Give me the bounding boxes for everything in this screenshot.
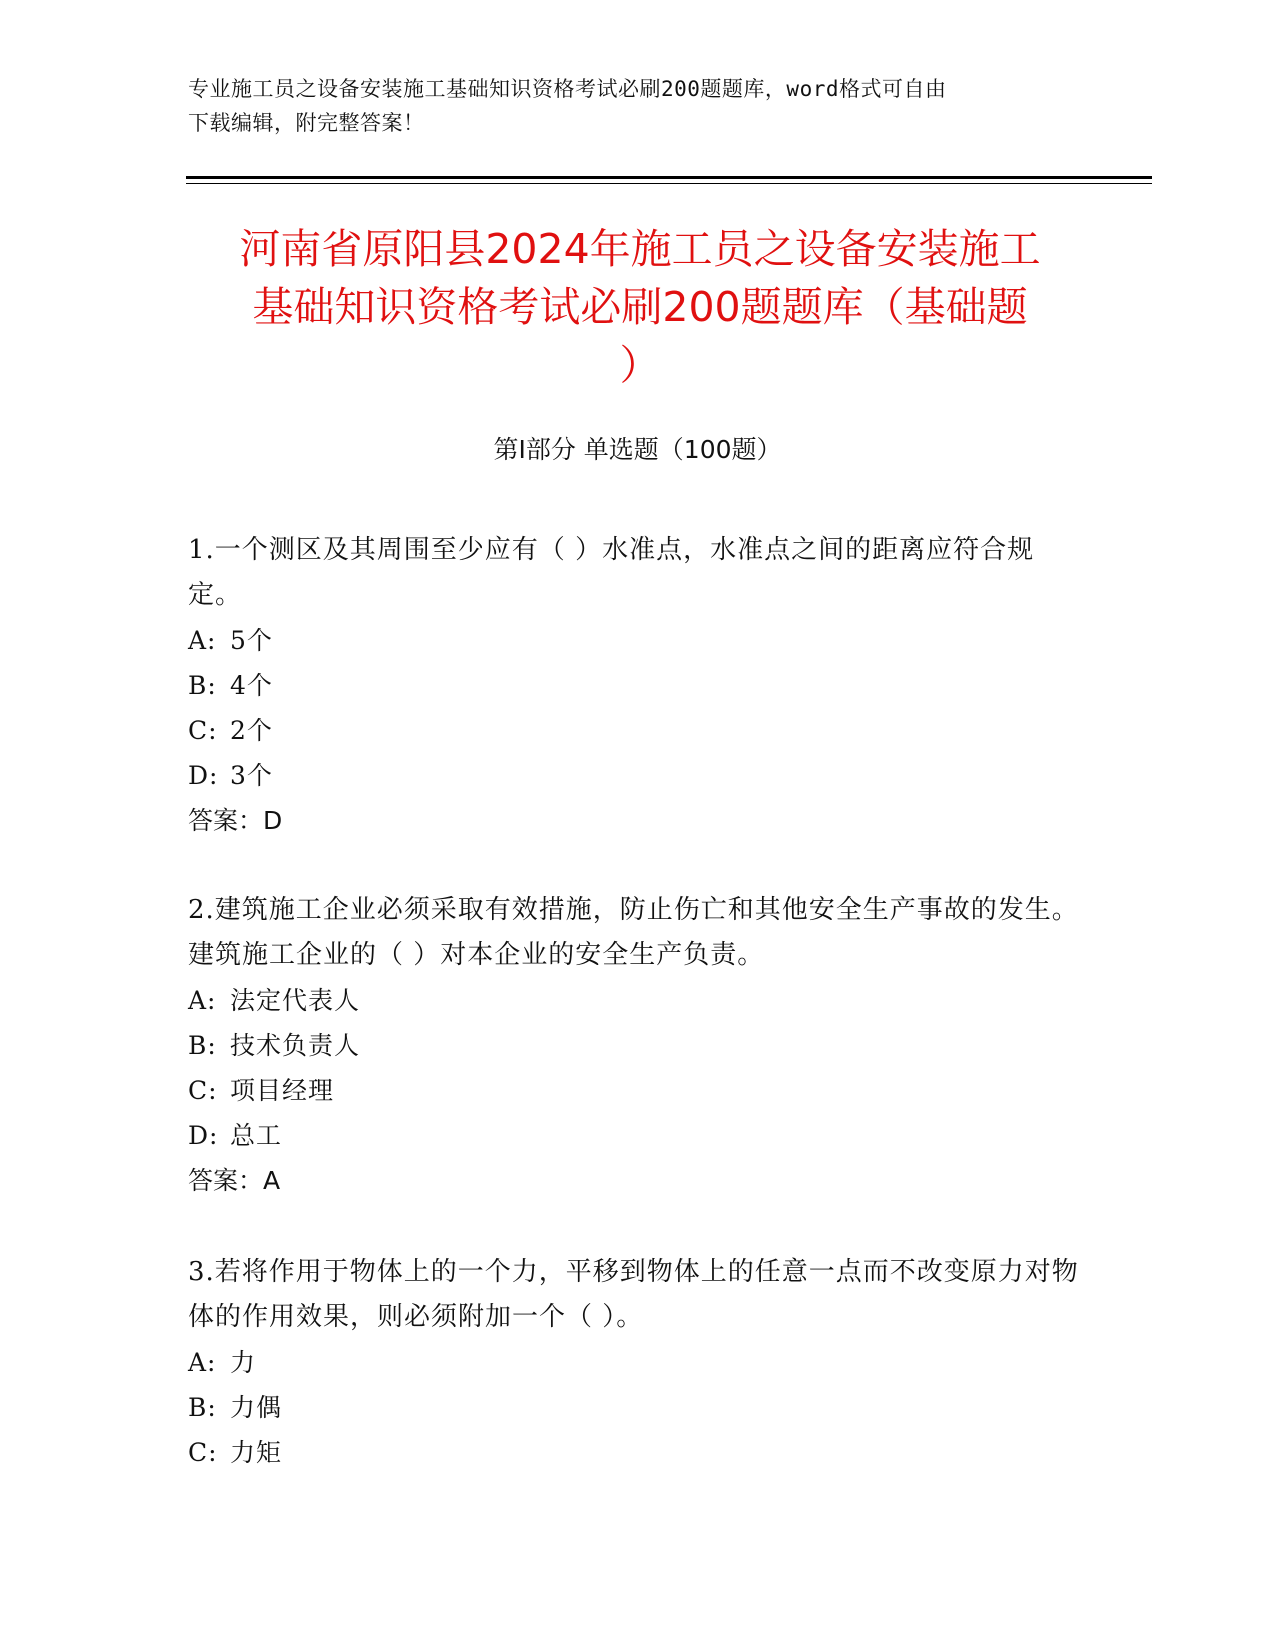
header-note-line-2: 下载编辑，附完整答案！ [188, 111, 425, 135]
title-line-2: 基础知识资格考试必刷200题题库（基础题 [252, 283, 1028, 331]
option-key: D: [188, 761, 219, 790]
question-1 [188, 528, 1088, 843]
document-title [180, 220, 1100, 394]
option-text: 4个 [230, 671, 273, 700]
option-text: 力偶 [230, 1393, 283, 1422]
option-text: 2个 [230, 716, 273, 745]
option-c [188, 1068, 1088, 1113]
option-text: 力矩 [230, 1438, 283, 1467]
option-key: B: [188, 671, 217, 700]
option-text: 总工 [230, 1121, 283, 1150]
option-key: A: [188, 986, 217, 1015]
header-note [188, 72, 1088, 140]
option-text: 5个 [230, 626, 273, 655]
option-key: A: [188, 626, 217, 655]
option-key: B: [188, 1031, 217, 1060]
option-a [188, 618, 1088, 663]
option-b [188, 663, 1088, 708]
answer: 答案：D [188, 806, 283, 835]
header-divider-thin [186, 183, 1152, 184]
option-key: C: [188, 1438, 218, 1467]
option-text: 法定代表人 [230, 986, 361, 1015]
option-d [188, 753, 1088, 798]
option-key: C: [188, 716, 218, 745]
option-c [188, 1430, 1088, 1475]
header-divider-thick [186, 176, 1152, 179]
option-a [188, 1340, 1088, 1385]
option-b [188, 1385, 1088, 1430]
option-d [188, 1113, 1088, 1158]
question-text: 1.一个测区及其周围至少应有（ ）水准点，水准点之间的距离应符合规定。 [188, 535, 1035, 610]
option-key: C: [188, 1076, 218, 1105]
question-3 [188, 1250, 1088, 1475]
section-heading: 第Ⅰ部分 单选题（100题） [493, 435, 782, 464]
option-key: B: [188, 1393, 217, 1422]
question-text: 3.若将作用于物体上的一个力，平移到物体上的任意一点而不改变原力对物体的作用效果，则必须附加一个（ ）。 [188, 1257, 1079, 1332]
option-c [188, 708, 1088, 753]
header-note-line-1: 专业施工员之设备安装施工基础知识资格考试必刷200题题库，word格式可自由 [188, 77, 947, 101]
option-text: 技术负责人 [230, 1031, 361, 1060]
title-line-3: ） [619, 341, 661, 389]
option-a [188, 978, 1088, 1023]
option-key: D: [188, 1121, 219, 1150]
option-text: 力 [230, 1348, 257, 1377]
question-2 [188, 888, 1088, 1203]
question-text: 2.建筑施工企业必须采取有效措施，防止伤亡和其他安全生产事故的发生。建筑施工企业的（ ）对本企业的安全生产负责。 [188, 895, 1079, 970]
answer: 答案：A [188, 1166, 281, 1195]
option-key: A: [188, 1348, 217, 1377]
option-b [188, 1023, 1088, 1068]
title-line-1: 河南省原阳县2024年施工员之设备安装施工 [239, 225, 1041, 273]
option-text: 3个 [230, 761, 273, 790]
option-text: 项目经理 [230, 1076, 335, 1105]
